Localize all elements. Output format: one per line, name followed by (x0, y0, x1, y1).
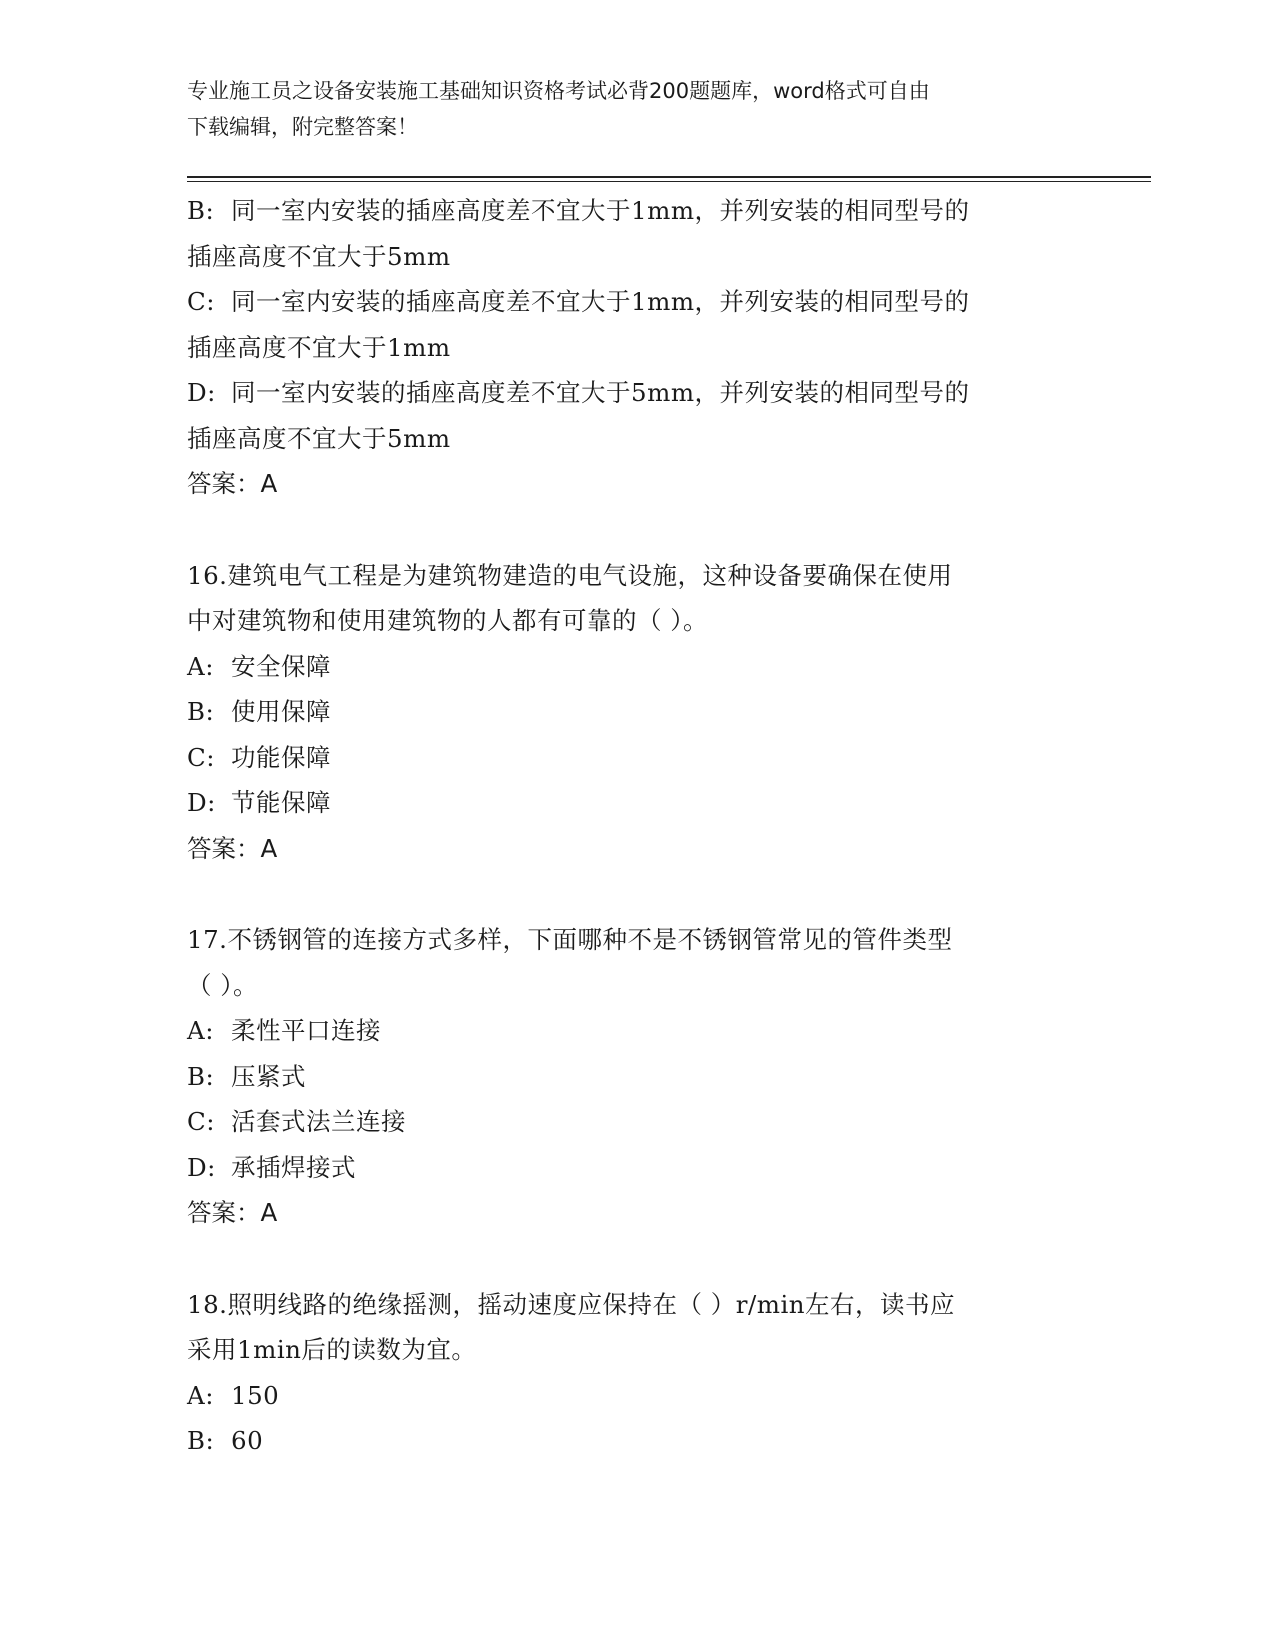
option-label: A: (187, 651, 214, 681)
answer-line: 答案：A (187, 1198, 278, 1227)
option-b (187, 1054, 1087, 1100)
option-b (187, 689, 1087, 735)
question-stem: 16.建筑电气工程是为建筑物建造的电气设施，这种设备要确保在使用 (187, 560, 953, 590)
option-d (187, 1145, 1087, 1191)
option-label: A: (187, 1380, 214, 1410)
question-stem: 17.不锈钢管的连接方式多样，下面哪种不是不锈钢管常见的管件类型 (187, 925, 953, 954)
option-label: D: (187, 378, 216, 407)
option-d (187, 370, 1087, 416)
option-label: B: (187, 1426, 215, 1455)
option-text: 安全保障 (231, 651, 331, 681)
header-divider (187, 176, 1151, 182)
option-label: D: (187, 1152, 216, 1182)
option-text: 压紧式 (231, 1061, 306, 1091)
option-d (187, 780, 1087, 826)
header-line-2: 下载编辑，附完整答案！ (187, 115, 418, 139)
option-a (187, 1373, 1087, 1419)
option-label: A: (187, 1016, 214, 1045)
answer-line: 答案：A (187, 469, 278, 498)
question-stem-continued: 采用1min后的读数为宜。 (187, 1335, 477, 1364)
spacer (187, 871, 1087, 917)
spacer (187, 507, 1087, 553)
document-header (187, 73, 1087, 145)
option-c (187, 1099, 1087, 1145)
option-label: C: (187, 742, 216, 772)
question-stem-continued: （ ）。 (187, 970, 259, 1000)
question-stem-continued: 中对建筑物和使用建筑物的人都有可靠的（ ）。 (187, 606, 709, 635)
question-17 (187, 917, 1087, 1236)
option-text: 功能保障 (231, 742, 331, 772)
option-b-continued: 插座高度不宜大于5mm (187, 241, 451, 271)
question-15-options (187, 188, 1087, 507)
option-label: B: (187, 697, 215, 726)
option-c (187, 279, 1087, 325)
question-content (187, 188, 1087, 1464)
option-text: 60 (231, 1426, 264, 1455)
option-a (187, 1008, 1087, 1054)
option-text: 承插焊接式 (231, 1152, 356, 1182)
option-label: C: (187, 1107, 216, 1136)
option-text: 使用保障 (231, 697, 331, 726)
option-text: 柔性平口连接 (231, 1016, 381, 1045)
question-16 (187, 553, 1087, 872)
option-b (187, 188, 1087, 234)
option-text: 150 (231, 1380, 280, 1410)
spacer (187, 1236, 1087, 1282)
option-text: 节能保障 (231, 788, 331, 817)
option-a (187, 644, 1087, 690)
option-label: B: (187, 196, 215, 225)
question-18 (187, 1282, 1087, 1464)
option-c-continued: 插座高度不宜大于1mm (187, 332, 451, 362)
option-text: 同一室内安装的插座高度差不宜大于1mm，并列安装的相同型号的 (231, 196, 970, 225)
answer-line: 答案：A (187, 833, 278, 863)
option-label: D: (187, 788, 216, 817)
option-b (187, 1418, 1087, 1464)
option-d-continued: 插座高度不宜大于5mm (187, 423, 451, 453)
option-c (187, 735, 1087, 781)
question-stem: 18.照明线路的绝缘摇测，摇动速度应保持在（ ）r/min左右，读书应 (187, 1289, 956, 1319)
header-line-1: 专业施工员之设备安装施工基础知识资格考试必背200题题库，word格式可自由 (187, 79, 930, 103)
option-text: 活套式法兰连接 (231, 1107, 406, 1136)
option-text: 同一室内安装的插座高度差不宜大于1mm，并列安装的相同型号的 (231, 287, 970, 316)
option-label: C: (187, 287, 216, 316)
option-text: 同一室内安装的插座高度差不宜大于5mm，并列安装的相同型号的 (231, 378, 970, 407)
option-label: B: (187, 1061, 215, 1091)
